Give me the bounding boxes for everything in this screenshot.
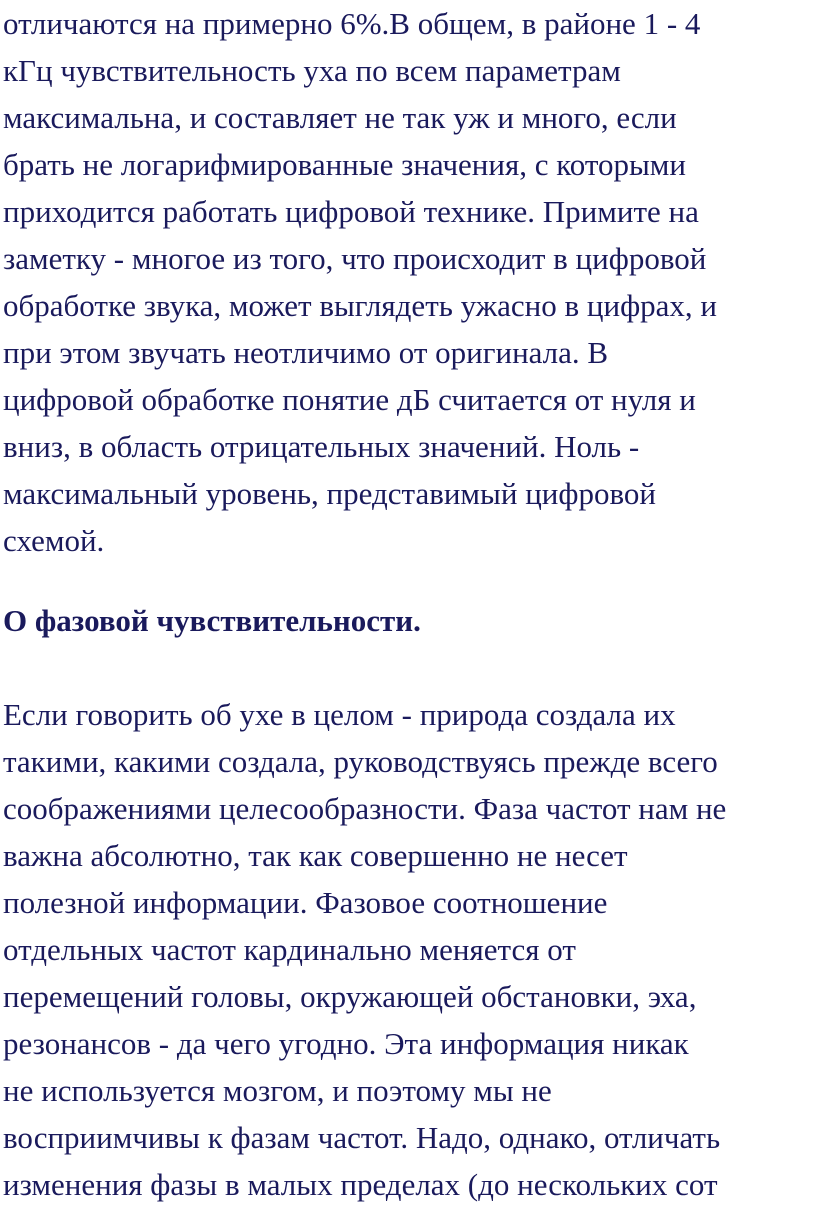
text-line: приходится работать цифровой технике. Примите на: [3, 194, 699, 229]
text-line: Если говорить об ухе в целом - природа создала их: [3, 697, 676, 732]
text-line: не используется мозгом, и поэтому мы не: [3, 1073, 552, 1108]
text-line: максимальна, и составляет не так уж и много, если: [3, 100, 677, 135]
text-line: схемой.: [3, 523, 105, 558]
text-line: восприимчивы к фазам частот. Надо, однако, отличать: [3, 1120, 721, 1155]
text-line: обработке звука, может выглядеть ужасно в цифрах, и: [3, 288, 717, 323]
text-line: при этом звучать неотличимо от оригинала. В: [3, 335, 609, 370]
text-line: заметку - многое из того, что происходит в цифровой: [3, 241, 707, 276]
text-line: такими, какими создала, руководствуясь прежде всего: [3, 744, 718, 779]
text-line: изменения фазы в малых пределах (до нескольких сот: [3, 1167, 718, 1202]
text-line: вниз, в область отрицательных значений. Ноль -: [3, 429, 640, 464]
text-line: брать не логарифмированные значения, с которыми: [3, 147, 686, 182]
text-line: перемещений головы, окружающей обстановки, эха,: [3, 979, 697, 1014]
text-line: полезной информации. Фазовое соотношение: [3, 885, 608, 920]
section-heading: О фазовой чувствительности.: [3, 603, 421, 638]
text-line: важна абсолютно, так как совершенно не несет: [3, 838, 628, 873]
text-line: максимальный уровень, представимый цифровой: [3, 476, 656, 511]
text-line: цифровой обработке понятие дБ считается от нуля и: [3, 382, 696, 417]
paragraph-loudness-sensitivity: [3, 0, 717, 564]
text-line: соображениями целесообразности. Фаза частот нам не: [3, 791, 727, 826]
text-line: отдельных частот кардинально меняется от: [3, 932, 576, 967]
paragraph-phase-sensitivity: [3, 691, 726, 1208]
text-line: кГц чувствительность уха по всем параметрам: [3, 53, 621, 88]
text-line: резонансов - да чего угодно. Эта информация никак: [3, 1026, 689, 1061]
text-line: отличаются на примерно 6%.В общем, в районе 1 - 4: [3, 6, 701, 41]
